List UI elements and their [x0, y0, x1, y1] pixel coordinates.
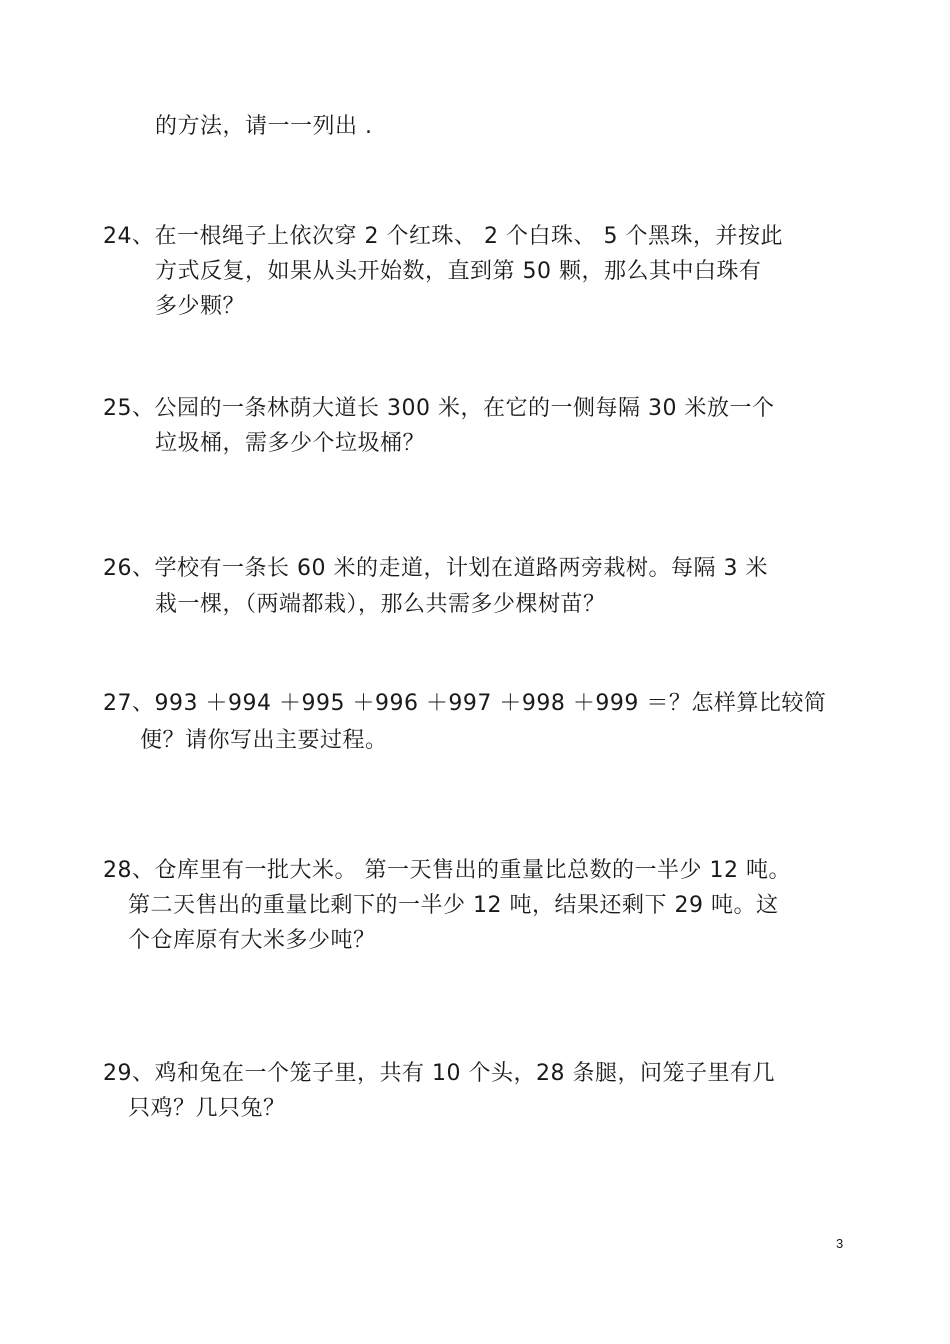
question-line: 便？请你写出主要过程。 — [140, 728, 388, 753]
question-line: 个仓库原有大米多少吨？ — [128, 928, 376, 953]
question-line: 只鸡？几只兔？ — [128, 1096, 286, 1121]
question-line: 24、在一根绳子上依次穿 2 个红珠、 2 个白珠、 5 个黑珠，并按此 — [103, 224, 783, 249]
page-number: 3 — [836, 1236, 844, 1251]
question-line: 多少颗？ — [155, 294, 246, 319]
question-line: 栽一棵，（两端都栽），那么共需多少棵树苗？ — [155, 592, 606, 617]
continuation-line: 的方法，请一一列出 . — [155, 114, 373, 139]
question-line: 第二天售出的重量比剩下的一半少 12 吨，结果还剩下 29 吨。这 — [128, 893, 779, 918]
question-line: 方式反复，如果从头开始数，直到第 50 颗，那么其中白珠有 — [155, 259, 762, 284]
question-line: 28、仓库里有一批大米。 第一天售出的重量比总数的一半少 12 吨。 — [103, 858, 791, 883]
question-line: 29、鸡和兔在一个笼子里，共有 10 个头，28 条腿，问笼子里有几 — [103, 1061, 775, 1086]
question-line: 25、公园的一条林荫大道长 300 米，在它的一侧每隔 30 米放一个 — [103, 396, 775, 421]
question-line: 垃圾桶，需多少个垃圾桶？ — [155, 431, 426, 456]
question-line: 26、学校有一条长 60 米的走道，计划在道路两旁栽树。每隔 3 米 — [103, 556, 768, 581]
question-line: 27、993 ＋994 ＋995 ＋996 ＋997 ＋998 ＋999 ＝？怎样算比较简 — [103, 691, 827, 716]
